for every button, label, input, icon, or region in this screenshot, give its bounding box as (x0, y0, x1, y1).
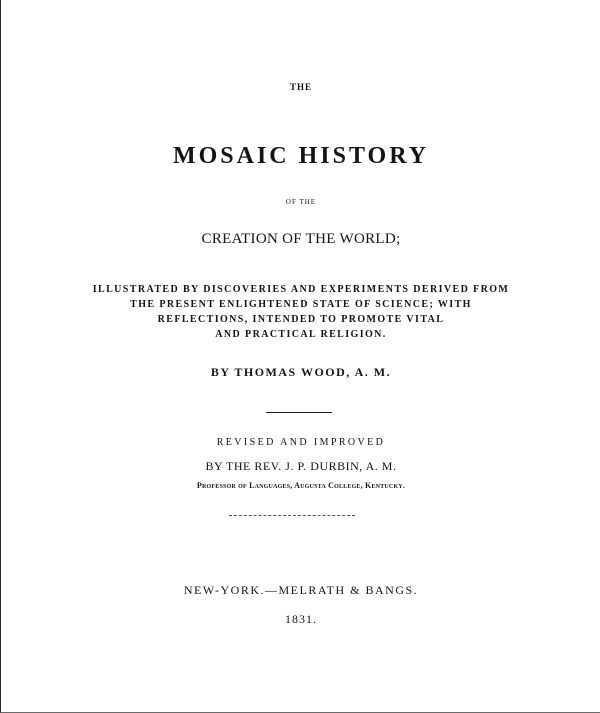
reviser-line: BY THE REV. J. P. DURBIN, A. M. (205, 459, 397, 473)
publication-year: 1831. (285, 612, 317, 626)
book-subtitle: CREATION OF THE WORLD; (201, 231, 401, 247)
description-line: REFLECTIONS, INTENDED TO PROMOTE VITAL (157, 314, 445, 325)
of-the-connector: OF THE (285, 198, 317, 206)
publisher-imprint: NEW-YORK.—MELRATH & BANGS. (183, 583, 419, 597)
description-line: AND PRACTICAL RELIGION. (215, 329, 387, 340)
the-heading: THE (289, 82, 312, 92)
divider-rule-dashed (229, 515, 355, 516)
revised-notice: REVISED AND IMPROVED (216, 437, 386, 448)
description-line: THE PRESENT ENLIGHTENED STATE OF SCIENCE; WITH (130, 299, 472, 310)
author-line: BY THOMAS WOOD, A. M. (210, 365, 392, 379)
reviser-title: Professor of Languages, Augusta College, Kentucky. (196, 481, 406, 490)
description-block (1, 282, 600, 342)
divider-rule (266, 412, 332, 413)
description-line: ILLUSTRATED BY DISCOVERIES AND EXPERIMENTS DERIVED FROM (92, 284, 510, 295)
book-title: MOSAIC HISTORY (172, 143, 430, 169)
